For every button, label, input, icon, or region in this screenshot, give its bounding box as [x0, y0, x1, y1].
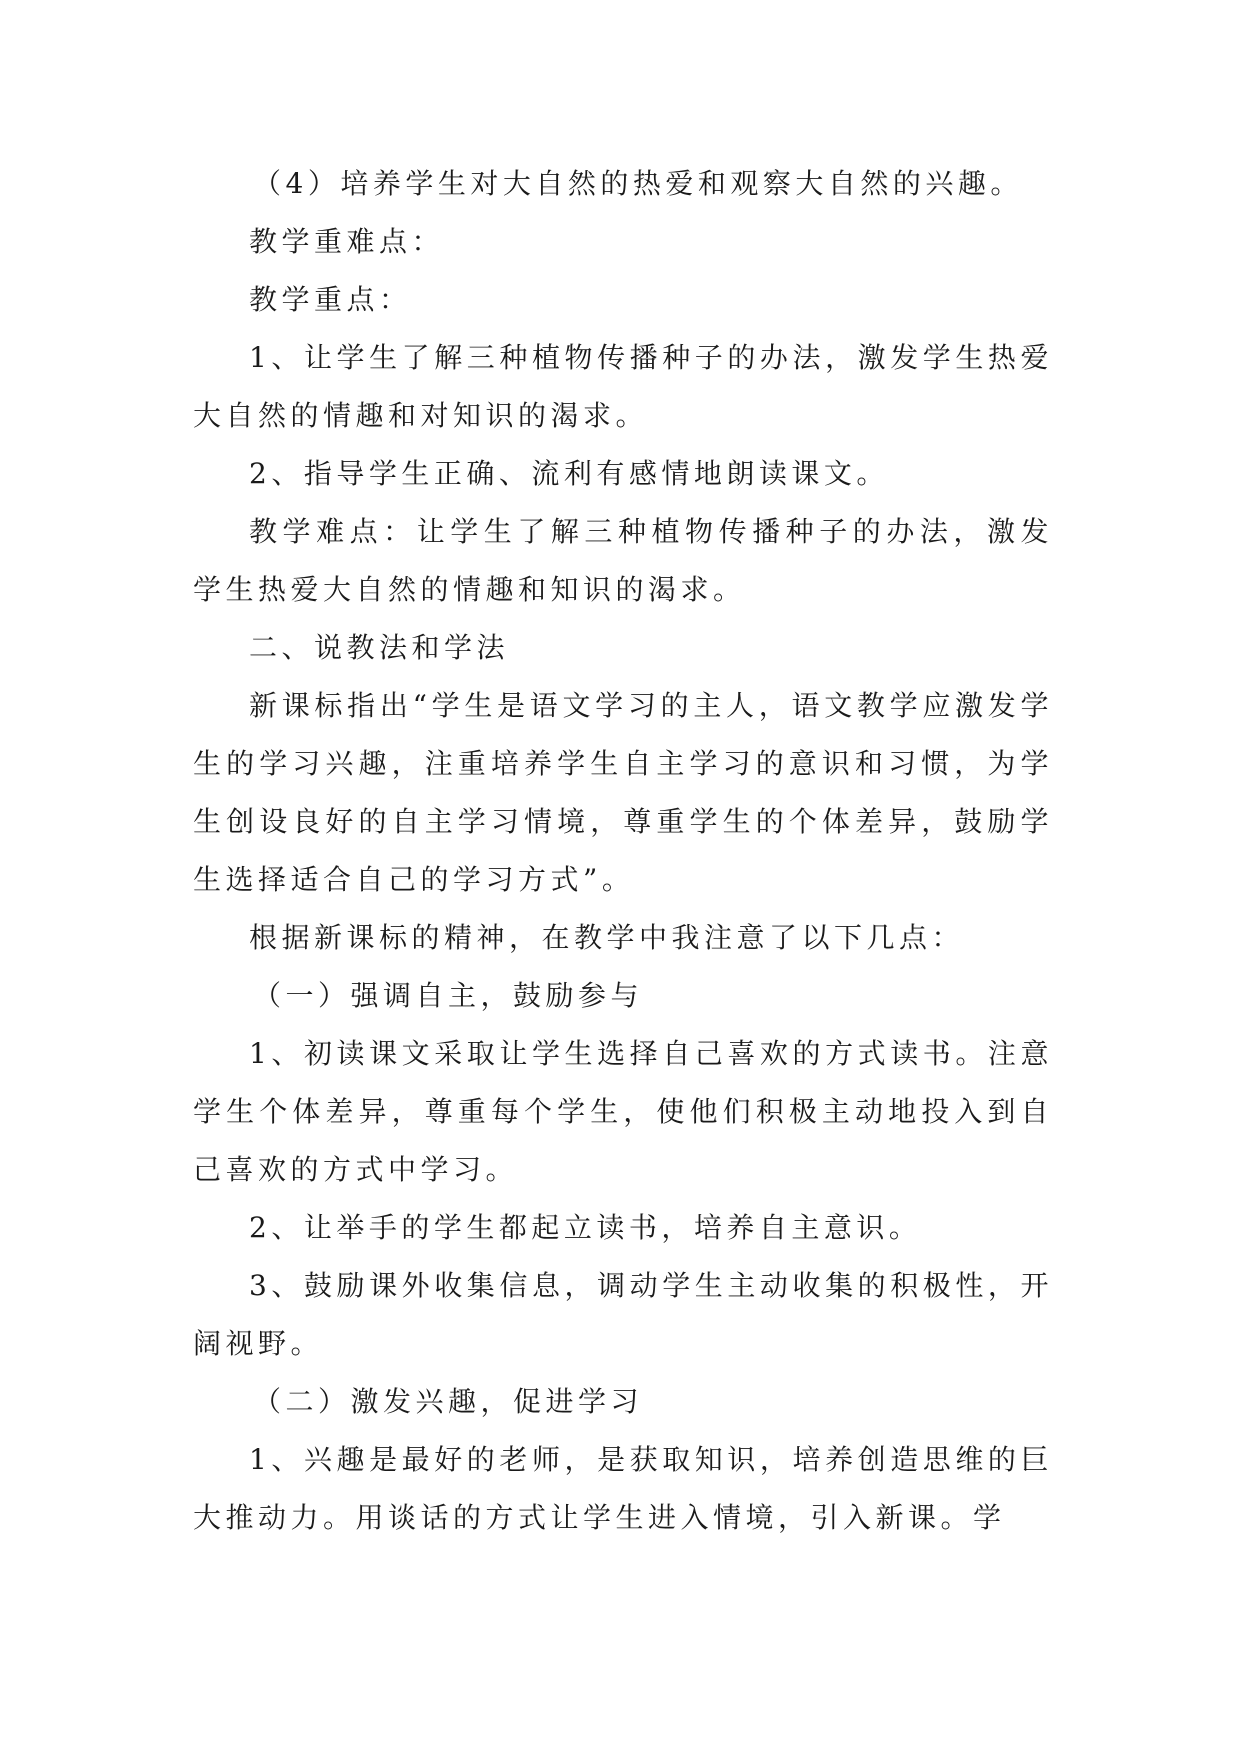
- autonomy-item-1: 1、初读课文采取让学生选择自己喜欢的方式读书。注意学生个体差异，尊重每个学生，使他们积极主动地投入到自己喜欢的方式中学习。: [193, 1037, 1053, 1186]
- key-point-1: 1、让学生了解三种植物传播种子的办法，激发学生热爱大自然的情趣和对知识的渴求。: [193, 341, 1053, 432]
- document-body: [193, 155, 1053, 1547]
- heading-key-points: 教学重点：: [249, 283, 412, 316]
- section-heading-methods: 二、说教法和学法: [249, 631, 510, 664]
- subheading-interest: （二）激发兴趣，促进学习: [253, 1385, 644, 1418]
- objective-4: （4）培养学生对大自然的热爱和观察大自然的兴趣。: [253, 167, 1023, 200]
- heading-key-difficult-points: 教学重难点：: [249, 225, 445, 258]
- intro-points: 根据新课标的精神，在教学中我注意了以下几点：: [249, 921, 965, 954]
- autonomy-item-3: 3、鼓励课外收集信息，调动学生主动收集的积极性，开阔视野。: [193, 1269, 1053, 1360]
- curriculum-quote: 新课标指出“学生是语文学习的主人，语文教学应激发学生的学习兴趣，注重培养学生自主学习的意识和习惯，为学生创设良好的自主学习情境，尊重学生的个体差异，鼓励学生选择适合自己的学习方式”。: [193, 689, 1053, 896]
- interest-item-1: 1、兴趣是最好的老师，是获取知识，培养创造思维的巨大推动力。用谈话的方式让学生进入情境，引入新课。学: [193, 1443, 1053, 1534]
- key-point-2: 2、指导学生正确、流利有感情地朗读课文。: [249, 457, 889, 490]
- subheading-autonomy: （一）强调自主，鼓励参与: [253, 979, 644, 1012]
- difficult-point: 教学难点：让学生了解三种植物传播种子的办法，激发学生热爱大自然的情趣和知识的渴求。: [193, 515, 1053, 606]
- autonomy-item-2: 2、让举手的学生都起立读书，培养自主意识。: [249, 1211, 922, 1244]
